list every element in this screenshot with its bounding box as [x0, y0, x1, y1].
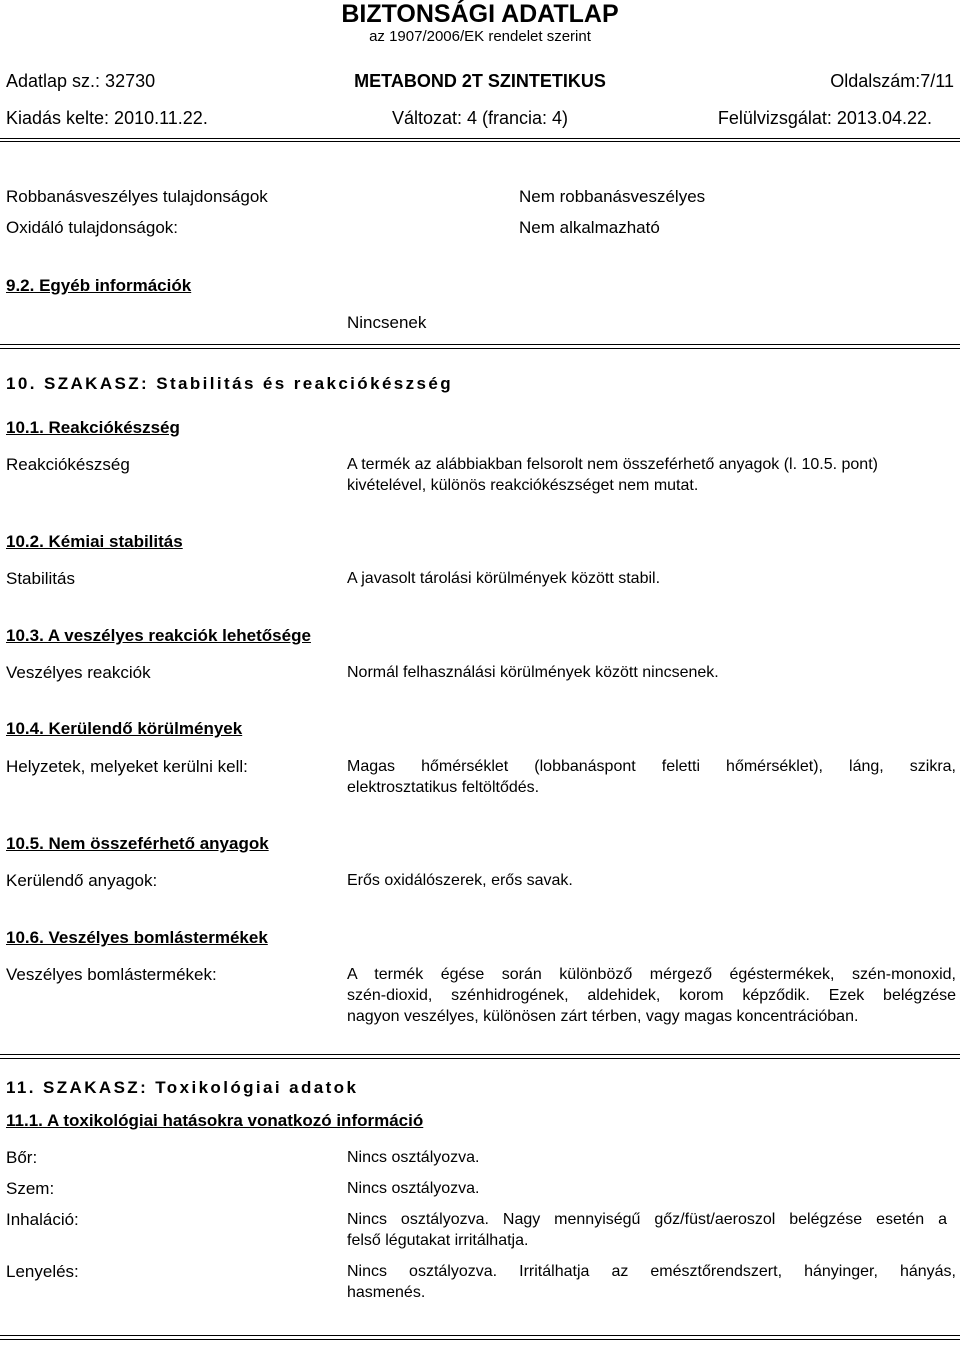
eye-value: Nincs osztályozva. [347, 1180, 480, 1197]
section-11-title: 11. SZAKASZ: Toxikológiai adatok [6, 1078, 359, 1097]
product-name: METABOND 2T SZINTETIKUS [354, 71, 606, 91]
decomposition-value-line3: nagyon veszélyes, különösen zárt térben, vagy magas koncentrációban. [347, 1008, 859, 1025]
footer-divider-2 [0, 1339, 960, 1340]
header-divider-2 [0, 141, 960, 142]
other-info-value: Nincsenek [347, 313, 427, 332]
ingestion-label: Lenyelés: [6, 1262, 79, 1281]
document-title: BIZTONSÁGI ADATLAP [341, 0, 619, 28]
heading-10-6: 10.6. Veszélyes bomlástermékek [6, 928, 268, 947]
heading-11-1: 11.1. A toxikológiai hatásokra vonatkozó információ [6, 1111, 424, 1130]
inhalation-value-line1: Nincs osztályozva. Nagy mennyiségű gőz/füst/aeroszol belégzése esetén a [347, 1211, 947, 1228]
decomposition-value-line2: szén-dioxid, szénhidrogének, aldehidek, korom képződik. Ezek belégzése [347, 987, 956, 1004]
heading-10-4: 10.4. Kerülendő körülmények [6, 719, 243, 738]
reactivity-value-line2: kivételével, különös reakciókészséget nem mutat. [347, 477, 699, 494]
review-date: Felülvizsgálat: 2013.04.22. [717, 108, 932, 128]
oxidizing-label: Oxidáló tulajdonságok: [6, 218, 179, 237]
version: Változat: 4 (francia: 4) [391, 108, 569, 128]
conditions-label: Helyzetek, melyeket kerülni kell: [6, 757, 248, 776]
skin-value: Nincs osztályozva. [347, 1149, 480, 1166]
document-subtitle: az 1907/2006/EK rendelet szerint [369, 28, 591, 45]
incompatible-value: Erős oxidálószerek, erős savak. [347, 872, 573, 889]
heading-10-3: 10.3. A veszélyes reakciók lehetősége [6, 626, 311, 645]
section-divider [0, 344, 960, 345]
explosive-value: Nem robbanásveszélyes [519, 187, 706, 206]
skin-label: Bőr: [6, 1148, 38, 1167]
decomposition-label: Veszélyes bomlástermékek: [6, 965, 217, 984]
oxidizing-value: Nem alkalmazható [519, 218, 660, 237]
stability-label: Stabilitás [6, 569, 75, 588]
heading-9-2: 9.2. Egyéb információk [6, 276, 192, 295]
section-10-title: 10. SZAKASZ: Stabilitás és reakciókészség [6, 374, 454, 393]
inhalation-value-line2: felső légutakat irritálhatja. [347, 1232, 529, 1249]
section-divider-2 [0, 348, 960, 349]
conditions-value-line1: Magas hőmérséklet (lobbanáspont feletti hőmérséklet), láng, szikra, [347, 758, 956, 775]
eye-label: Szem: [6, 1179, 55, 1198]
decomposition-value-line1: A termék égése során különböző mérgező égéstermékek, szén-monoxid, [347, 966, 956, 983]
stability-value: A javasolt tárolási körülmények között stabil. [347, 570, 661, 587]
hazardous-reactions-label: Veszélyes reakciók [6, 663, 151, 682]
header-divider [0, 138, 960, 139]
ingestion-value-line2: hasmenés. [347, 1284, 426, 1301]
incompatible-label: Kerülendő anyagok: [6, 871, 158, 890]
reactivity-label: Reakciókészség [6, 455, 130, 474]
footer-divider [0, 1335, 960, 1336]
heading-10-2: 10.2. Kémiai stabilitás [6, 532, 183, 551]
ingestion-value-line1: Nincs osztályozva. Irritálhatja az emésztőrendszert, hányinger, hányás, [347, 1263, 956, 1280]
heading-10-1: 10.1. Reakciókészség [6, 418, 180, 437]
sheet-number: Adatlap sz.: 32730 [6, 71, 156, 91]
inhalation-label: Inhaláció: [6, 1210, 79, 1229]
heading-10-5: 10.5. Nem összeférhető anyagok [6, 834, 269, 853]
section-divider-4 [0, 1058, 960, 1059]
page-number: Oldalszám:7/11 [830, 71, 954, 91]
explosive-label: Robbanásveszélyes tulajdonságok [6, 187, 268, 206]
issue-date: Kiadás kelte: 2010.11.22. [6, 108, 208, 128]
reactivity-value-line1: A termék az alábbiakban felsorolt nem összeférhető anyagok (l. 10.5. pont) [347, 456, 878, 473]
section-divider-3 [0, 1054, 960, 1055]
hazardous-reactions-value: Normál felhasználási körülmények között nincsenek. [347, 664, 719, 681]
conditions-value-line2: elektrosztatikus feltöltődés. [347, 779, 540, 796]
